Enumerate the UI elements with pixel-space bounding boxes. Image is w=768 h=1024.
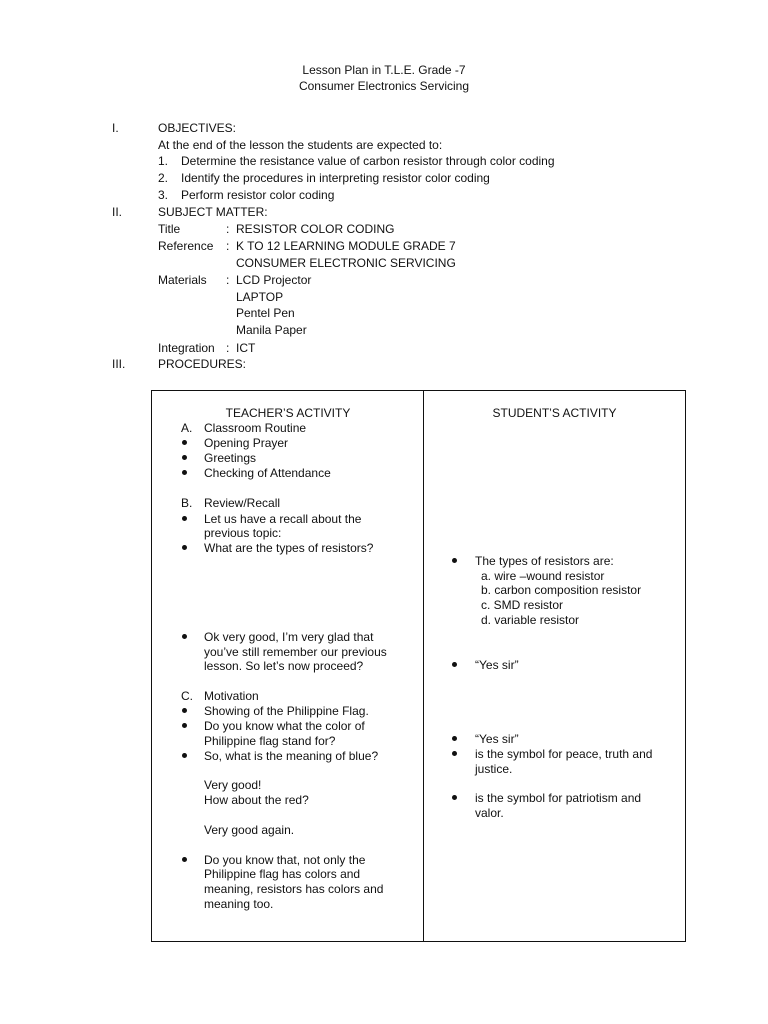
section-letter: A.: [181, 421, 193, 435]
bullet-icon: [452, 736, 457, 741]
list-item: Philippine flag has colors and: [204, 867, 361, 881]
student-answer: valor.: [475, 806, 504, 820]
bullet-icon: [182, 723, 187, 728]
colon: :: [226, 239, 230, 253]
bullet-icon: [452, 662, 457, 667]
objective-text: Identify the procedures in interpreting resistor color coding: [181, 171, 490, 185]
teacher-remark: Very good!: [204, 778, 262, 792]
list-item: Showing of the Philippine Flag.: [204, 704, 369, 718]
bullet-icon: [182, 708, 187, 713]
objectives-intro: At the end of the lesson the students are expected to:: [158, 138, 443, 152]
list-item: What are the types of resistors?: [204, 541, 374, 555]
title-label: Title: [158, 222, 181, 236]
list-item: Do you know that, not only the: [204, 853, 366, 867]
doc-subtitle: Consumer Electronics Servicing: [298, 79, 470, 93]
list-item: Do you know what the color of: [204, 719, 365, 733]
objective-text: Perform resistor color coding: [181, 188, 335, 202]
section-letter: B.: [181, 496, 193, 510]
objective-num: 1.: [158, 154, 169, 168]
material-item: Manila Paper: [236, 323, 307, 337]
colon: :: [226, 273, 230, 287]
reference-label: Reference: [158, 239, 214, 253]
list-item: So, what is the meaning of blue?: [204, 749, 379, 763]
student-answer: c. SMD resistor: [481, 598, 564, 612]
student-answer: b. carbon composition resistor: [481, 583, 642, 597]
list-item: Greetings: [204, 451, 257, 465]
section-label: Classroom Routine: [204, 421, 307, 435]
objective-num: 3.: [158, 188, 169, 202]
teacher-question: How about the red?: [204, 793, 309, 807]
list-item: you’ve still remember our previous: [204, 645, 387, 659]
bullet-icon: [182, 470, 187, 475]
material-item: Pentel Pen: [236, 306, 295, 320]
list-item: Opening Prayer: [204, 436, 289, 450]
teacher-remark: Very good again.: [204, 823, 295, 837]
objective-num: 2.: [158, 171, 169, 185]
list-item: Philippine flag stand for?: [204, 734, 336, 748]
section-numeral: I.: [112, 121, 119, 135]
bullet-icon: [452, 558, 457, 563]
student-answer: “Yes sir”: [475, 732, 519, 746]
list-item: Ok very good, I’m very glad that: [204, 630, 374, 644]
reference-value: CONSUMER ELECTRONIC SERVICING: [236, 256, 456, 270]
student-answer: The types of resistors are:: [475, 554, 614, 568]
doc-title: Lesson Plan in T.L.E. Grade -7: [302, 63, 466, 77]
list-item: previous topic:: [204, 526, 282, 540]
reference-value: K TO 12 LEARNING MODULE GRADE 7: [236, 239, 456, 253]
section-numeral: II.: [112, 205, 123, 219]
student-answer: is the symbol for peace, truth and: [475, 747, 653, 761]
list-item: Checking of Attendance: [204, 466, 331, 480]
objectives-heading: OBJECTIVES:: [158, 121, 237, 135]
procedures-heading: PROCEDURES:: [158, 357, 247, 371]
material-item: LAPTOP: [236, 290, 284, 304]
objective-text: Determine the resistance value of carbon resistor through color coding: [181, 154, 555, 168]
bullet-icon: [182, 753, 187, 758]
colon: :: [226, 341, 230, 355]
materials-label: Materials: [158, 273, 207, 287]
list-item: Let us have a recall about the: [204, 512, 362, 526]
list-item: meaning, resistors has colors and: [204, 882, 384, 896]
student-answer: a. wire –wound resistor: [481, 569, 605, 583]
student-answer: d. variable resistor: [481, 613, 580, 627]
student-activity-header: STUDENT’S ACTIVITY: [492, 406, 617, 420]
student-answer: is the symbol for patriotism and: [475, 791, 642, 805]
list-item: meaning too.: [204, 897, 274, 911]
bullet-icon: [182, 455, 187, 460]
list-item: lesson. So let’s now proceed?: [204, 659, 364, 673]
bullet-icon: [182, 545, 187, 550]
title-value: RESISTOR COLOR CODING: [236, 222, 395, 236]
bullet-icon: [452, 751, 457, 756]
bullet-icon: [452, 795, 457, 800]
integration-label: Integration: [158, 341, 215, 355]
colon: :: [226, 222, 230, 236]
section-letter: C.: [181, 689, 193, 703]
table-divider: [423, 390, 424, 941]
section-numeral: III.: [112, 357, 126, 371]
bullet-icon: [182, 857, 187, 862]
section-label: Review/Recall: [204, 496, 281, 510]
student-answer: justice.: [475, 762, 513, 776]
student-answer: “Yes sir”: [475, 658, 519, 672]
subject-heading: SUBJECT MATTER:: [158, 205, 268, 219]
teacher-activity-header: TEACHER’S ACTIVITY: [225, 406, 351, 420]
integration-value: ICT: [236, 341, 256, 355]
bullet-icon: [182, 440, 187, 445]
bullet-icon: [182, 516, 187, 521]
section-label: Motivation: [204, 689, 259, 703]
material-item: LCD Projector: [236, 273, 312, 287]
bullet-icon: [182, 634, 187, 639]
